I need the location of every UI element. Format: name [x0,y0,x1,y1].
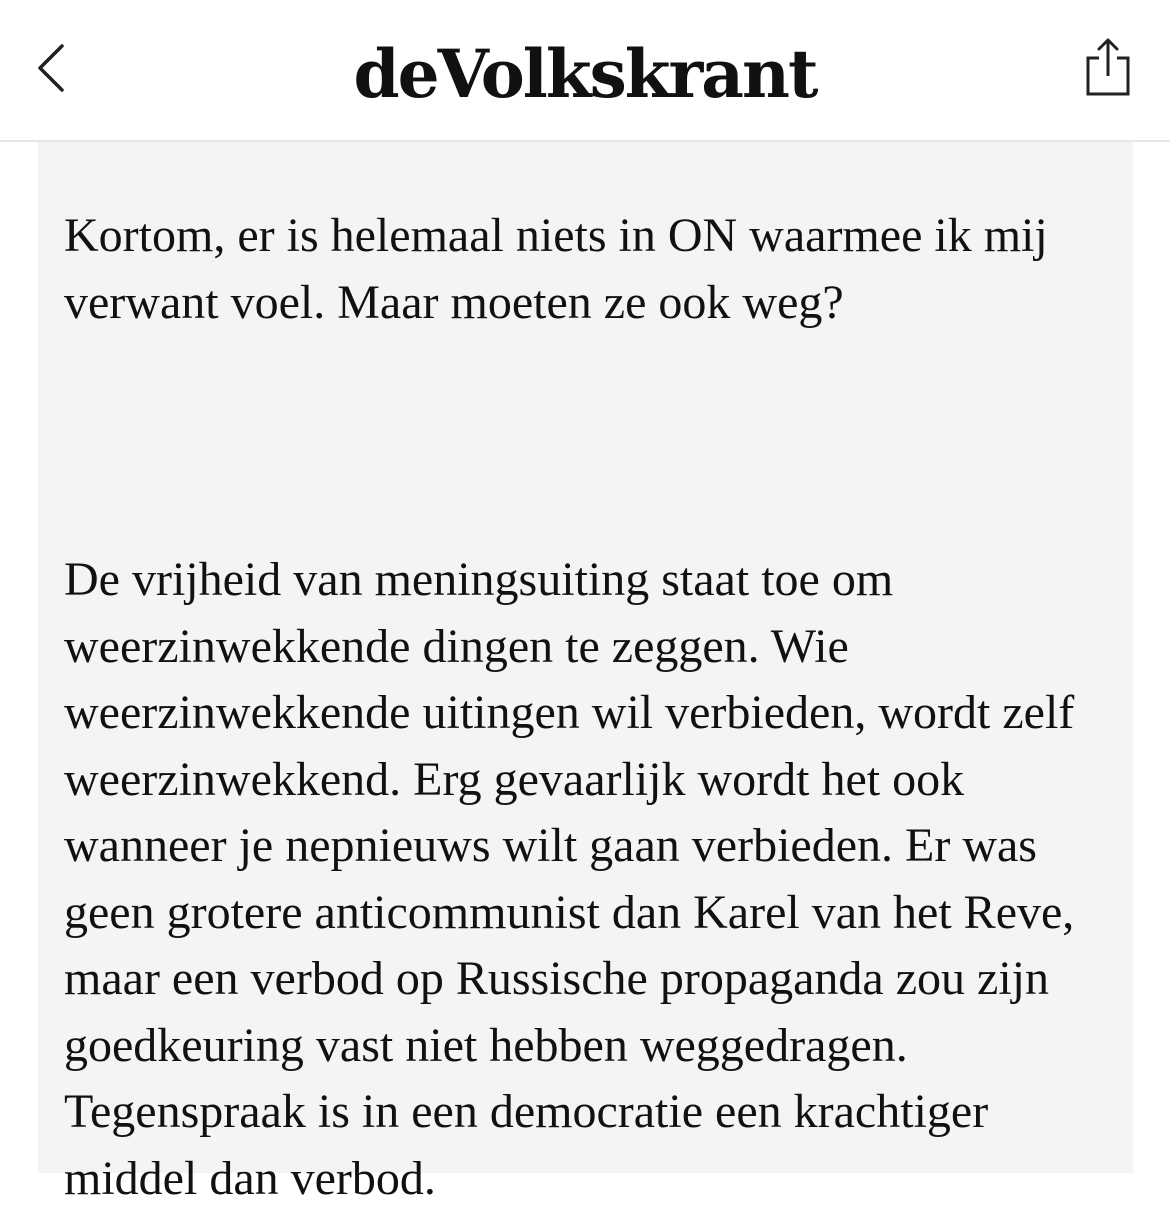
site-logo[interactable]: deVolkskrant [353,35,817,113]
article-paragraph: De vrijheid van meningsuiting staat toe om weerzinwekkende dingen te zeggen. Wie weerzinwekkende uitingen wil verbieden, wordt zelf weerzinwekkend. Erg gevaarlijk wordt het ook wanneer je nepnieuws wilt gaan verbieden. Er was geen grotere anticommunist dan Karel van het Reve, maar een verbod op Russische propaganda zou zijn goedkeuring vast niet hebben weggedragen. Tegenspraak is in een democratie een krachtiger middel dan verbod. [64,553,1075,1205]
article-body [38,142,1133,1205]
share-icon [1078,36,1138,102]
share-button[interactable] [1078,36,1138,102]
top-navigation-bar [0,0,1170,142]
article-paragraph: Kortom, er is helemaal niets in ON waarmee ik mij verwant voel. Maar moeten ze ook weg? [64,209,1048,329]
